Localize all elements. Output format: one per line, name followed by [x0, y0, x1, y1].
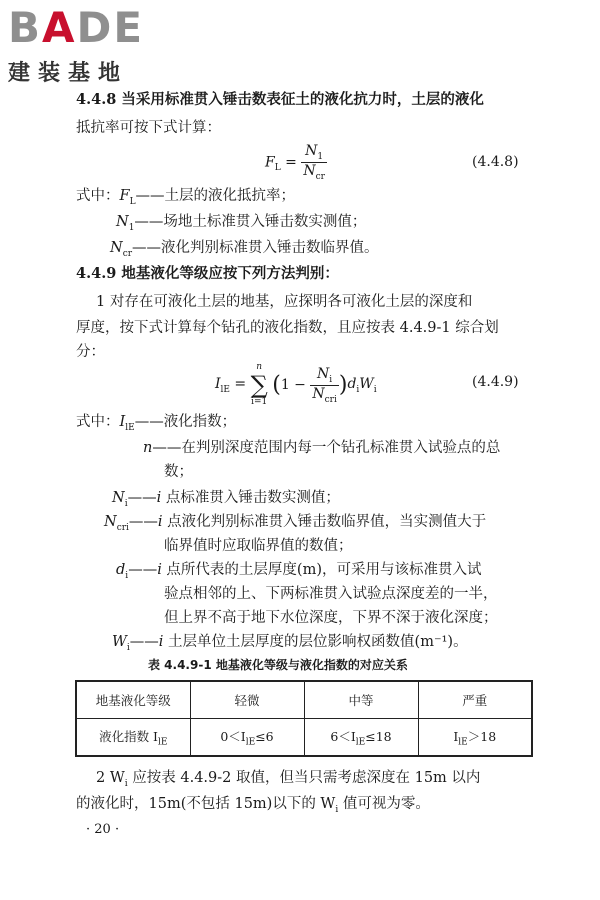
table-cell: $0<I_{lE}\le 6$ [190, 719, 304, 757]
def-ncri-line1: $N_{cri}——i$ 点液化判别标准贯入锤击数临界值，当实测值大于 [104, 514, 487, 533]
table-row [76, 719, 532, 757]
section-449-p2-line2: 的液化时，15m(不包括 15m)以下的 $W_i$ 值可视为零。 [76, 796, 430, 815]
def-wi: $W_i——i$ 土层单位土层厚度的层位影响权函数值(m⁻¹)。 [112, 634, 468, 653]
def-ile: 式中：$I_{lE}——$液化指数； [76, 414, 237, 433]
equation-448: $F_L$ = $\frac{N_1}{N_{cr}}$ [265, 143, 325, 182]
table-header-cell: 轻微 [190, 681, 304, 719]
def-ncr: $N_{cr}——$液化判别标准贯入锤击数临界值。 [110, 240, 379, 259]
def-ncri-line2: 临界值时应取临界值的数值； [164, 538, 353, 554]
def-di-line3: 但上界不高于地下水位深度，下界不深于液化深度； [164, 610, 498, 626]
section-448-line1: 4.4.8 当采用标准贯入锤击数表征土的液化抗力时，土层的液化 [76, 91, 484, 108]
table-cell: $6<I_{lE}\le 18$ [304, 719, 418, 757]
def-n-line1: n——在判别深度范围内每一个钻孔标准贯入试验点的总 [143, 440, 501, 456]
def-fl: 式中：$F_L——$土层的液化抵抗率； [76, 188, 296, 207]
table-cell: $I_{lE}>18$ [418, 719, 532, 757]
table-header-row [76, 681, 532, 719]
equation-449: $I_{lE}$ = n ∑ i=1 (1 − $\frac{N_i}{N_{cri}}$ )$d_iW_i$ [215, 362, 377, 407]
table-header-cell: 地基液化等级 [76, 681, 190, 719]
def-ni: $N_i——i$ 点标准贯入锤击数实测值； [112, 490, 340, 509]
def-di-line1: $d_i——i$ 点所代表的土层厚度(m)，可采用与该标准贯入试 [116, 562, 482, 581]
section-449-p1-line1: 1 对存在可液化土层的地基，应探明各可液化土层的深度和 [96, 294, 473, 310]
def-di-line2: 验点相邻的上、下两标准贯入试验点深度差的一半， [164, 586, 498, 602]
section-449-p1-line2: 厚度，按下式计算每个钻孔的液化指数，且应按表 4.4.9-1 综合划 [76, 320, 499, 336]
table-header-cell: 中等 [304, 681, 418, 719]
table-header-cell: 严重 [418, 681, 532, 719]
section-449-p1-line3: 分： [76, 344, 105, 360]
brand-logo [8, 3, 145, 87]
equation-449-number: (4.4.9) [472, 374, 519, 390]
equation-448-number: (4.4.8) [472, 154, 519, 170]
section-448-line2: 抵抗率可按下式计算： [76, 120, 221, 136]
logo-wordmark: BADE [8, 3, 145, 52]
def-n1: $N_1——$场地土标准贯入锤击数实测值； [116, 214, 367, 233]
table-row-label: 液化指数 $I_{lE}$ [76, 719, 190, 757]
logo-subtitle: 建装基地 [8, 61, 129, 86]
liquefaction-table [75, 680, 533, 757]
table-caption: 表 4.4.9-1 地基液化等级与液化指数的对应关系 [148, 658, 408, 672]
page-number: · 20 · [86, 822, 120, 837]
def-n-line2: 数； [164, 464, 193, 480]
section-449-heading: 4.4.9 地基液化等级应按下列方法判别： [76, 265, 339, 282]
section-449-p2-line1: 2 $W_i$ 应按表 4.4.9-2 取值，但当只需考虑深度在 15m 以内 [96, 770, 481, 789]
